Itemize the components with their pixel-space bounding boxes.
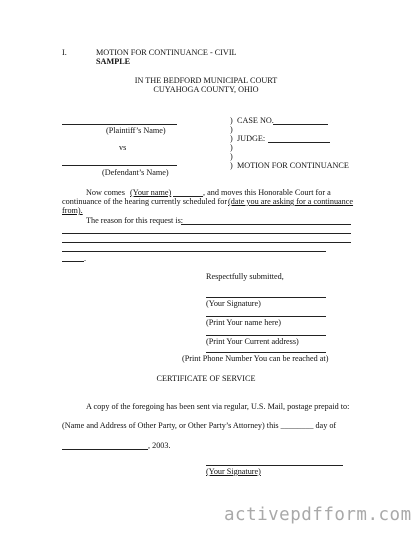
date-line[interactable]	[62, 449, 148, 450]
reason-line[interactable]	[181, 224, 351, 225]
reason-line[interactable]	[62, 251, 326, 252]
reason-label: The reason for this request is:	[86, 216, 184, 225]
certificate-line-1: A copy of the foregoing has been sent via regular, U.S. Mail, postage prepaid to:	[86, 402, 350, 411]
address-line[interactable]	[206, 335, 326, 336]
case-no-label: CASE NO.	[237, 116, 274, 125]
certificate-title: CERTIFICATE OF SERVICE	[156, 374, 256, 383]
document-title: MOTION FOR CONTINUANCE - CIVIL	[96, 48, 237, 57]
reason-line[interactable]	[62, 233, 351, 234]
reason-line[interactable]	[62, 261, 84, 262]
certificate-line-2: (Name and Address of Other Party, or Other Party’s Attorney) this ________ day of	[62, 421, 337, 430]
court-county: CUYAHOGA COUNTY, OHIO	[153, 85, 259, 94]
signature-line[interactable]	[206, 297, 326, 298]
reason-line[interactable]	[62, 242, 351, 243]
court-name: IN THE BEDFORD MUNICIPAL COURT	[134, 76, 278, 85]
judge-label: JUDGE:	[237, 134, 266, 143]
date-placeholder-1: (date you are asking for a continuance	[228, 197, 354, 206]
phone-line[interactable]	[206, 352, 326, 353]
certificate-signature-label: (Your Signature)	[206, 467, 261, 476]
document-subtitle: SAMPLE	[96, 57, 131, 66]
print-name-label: (Print Your name here)	[206, 318, 282, 327]
plaintiff-label: (Plaintiff’s Name)	[106, 126, 166, 135]
respectfully-submitted: Respectfully submitted,	[206, 272, 284, 281]
moves-text: , and moves this Honorable Court for a	[203, 188, 331, 197]
certificate-signature-line[interactable]	[206, 465, 343, 466]
reason-period: .	[84, 254, 87, 263]
plaintiff-name-line[interactable]	[62, 124, 177, 125]
defendant-label: (Defendant’s Name)	[102, 168, 169, 177]
caption-paren: )	[230, 116, 233, 125]
print-phone-label: (Print Phone Number You can be reached at)	[182, 354, 329, 363]
versus-text: vs	[119, 143, 127, 152]
signature-label: (Your Signature)	[206, 299, 261, 308]
case-no-line[interactable]	[273, 124, 328, 125]
print-name-line[interactable]	[206, 316, 326, 317]
judge-line[interactable]	[268, 142, 330, 143]
continuance-text: continuance of the hearing currently scheduled for	[62, 197, 228, 206]
caption-paren: )	[230, 152, 233, 161]
caption-paren: )	[230, 134, 233, 143]
motion-label: MOTION FOR CONTINUANCE	[237, 161, 349, 170]
caption-paren: )	[230, 143, 233, 152]
certificate-year: , 2003.	[148, 441, 171, 450]
print-address-label: (Print Your Current address)	[206, 337, 299, 346]
date-placeholder-2: from).	[62, 206, 83, 215]
caption-paren: )	[230, 125, 233, 134]
now-comes-text: Now comes	[86, 188, 125, 197]
your-name-placeholder: (Your name)	[130, 188, 172, 197]
caption-paren: )	[230, 161, 233, 170]
section-number: I.	[62, 48, 67, 57]
watermark: activepdfform.com	[224, 505, 412, 525]
defendant-name-line[interactable]	[62, 165, 177, 166]
